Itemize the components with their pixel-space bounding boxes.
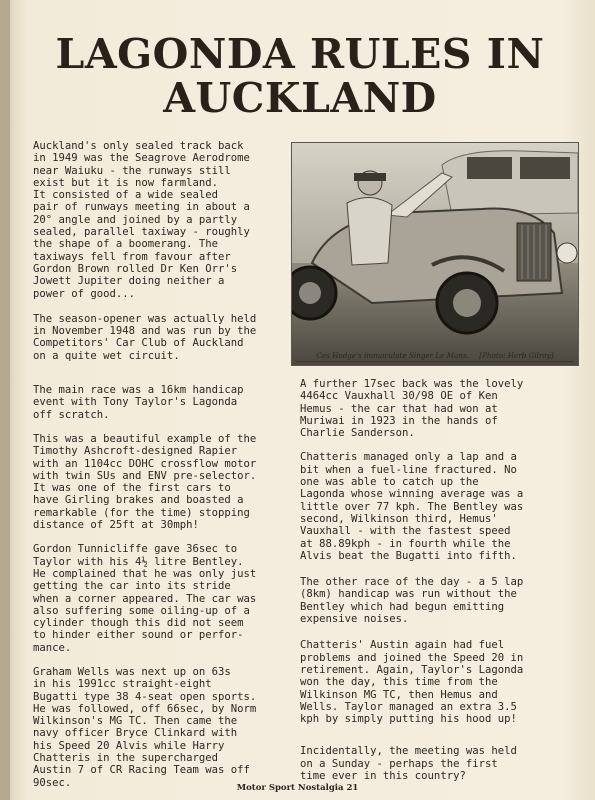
left-paragraph-1: Auckland's only sealed track back in 1949 was the Seagrove Aerodrome near Waiuku - the runways still exist but it is now farmland. It consisted of a wide sealed pair of runways meeting in about a 20° angle and joined by a partly sealed, parallel taxiway - roughly the shape of a boomerang. The taxiways fell from favour after Gordon Brown rolled Dr Ken Orr's Jowett Jupiter doing neither a power of good...: [33, 140, 250, 300]
photo-credit: [Photo: Herb Gilroy]: [479, 351, 554, 360]
article-headline: LAGONDA RULES IN AUCKLAND: [55, 30, 545, 122]
right-paragraph-2: Chatteris managed only a lap and a bit when a fuel-line fractured. No one was able to catch up the Lagonda whose winning average was a little over 77 kph. The Bentley was second, Wilkinson third, Hemus' Vauxhall - with the fastest speed at 88.89kph - in fourth while the Alvis beat the Bugatti into fifth.: [300, 451, 524, 562]
right-paragraph-3: The other race of the day - a 5 lap (8km) handicap was run without the Bentley which had begun emitting expensive noises.: [300, 576, 524, 626]
right-paragraph-1: A further 17sec back was the lovely 4464cc Vauxhall 30/98 OE of Ken Hemus - the car that had won at Muriwai in 1923 in the hands of Charlie Sanderson.: [300, 378, 524, 440]
left-column: [33, 140, 288, 789]
right-paragraph-4: Chatteris' Austin again had fuel problems and joined the Speed 20 in retirement. Again, Taylor's Lagonda won the day, this time from the Wilkinson MG TC, then Hemus and Wells. Taylor managed an extra 3.5 kph by simply putting his hood up!: [300, 639, 524, 726]
left-paragraph-6: Graham Wells was next up on 63s in his 1991cc straight-eight Bugatti type 38 4-seat open sports. He was followed, off 66sec, by Norm Wilkinson's MG TC. Then came the navy officer Bryce Clinkard with his Speed 20 Alvis while Harry Chatteris in the supercharged Austin 7 of CR Racing Team was off 90sec.: [33, 665, 257, 789]
left-paragraph-2: The season-opener was actually held in November 1948 and was run by the Competitors' Car Club of Auckland on a quite wet circuit.: [33, 312, 257, 362]
vintage-car-photo: [292, 143, 578, 365]
left-paragraph-5: Gordon Tunnicliffe gave 36sec to Taylor with his 4½ litre Bentley. He complained that he was only just getting the car into its stride when a corner appeared. The car was also suffering some oiling-up of a cylinder though this did not seem to hinder either sound or perfor- mance.: [33, 543, 257, 654]
left-paragraph-3: The main race was a 16km handicap event with Tony Taylor's Lagonda off scratch.: [33, 384, 244, 421]
photo-caption: [296, 351, 574, 362]
caption-text: Ces Hodge's immaculate Singer Le Mans.: [316, 351, 469, 360]
article-photo: [291, 142, 579, 366]
page-gutter-shadow: [0, 0, 10, 800]
right-column: [300, 378, 574, 782]
page-footer: Motor Sport Nostalgia 21: [236, 783, 359, 793]
left-paragraph-4: This was a beautiful example of the Timothy Ashcroft-designed Rapier with an 1104cc DOHC crossflow motor with twin SUs and ENV pre-selector. It was one of the first cars to have Girling brakes and boasted a remarkable (for the time) stopping distance of 25ft at 30mph!: [33, 432, 257, 532]
right-paragraph-5: Incidentally, the meeting was held on a Sunday - perhaps the first time ever in this country?: [300, 745, 517, 783]
